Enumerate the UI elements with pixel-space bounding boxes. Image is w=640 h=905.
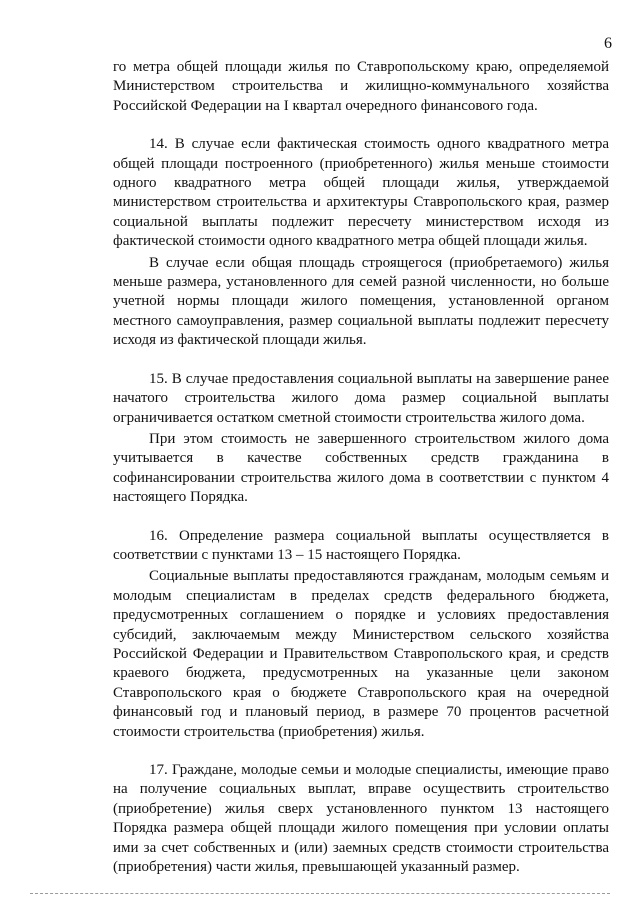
paragraph-continuation: го метра общей площади жилья по Ставропольскому краю, определяемой Министерством строительства и жилищно-коммунального хозяйства Российской Федерации на I квартал очередного финансового года.	[113, 59, 609, 114]
paragraph-item-14: 14. В случае если фактическая стоимость одного квадратного метра общей площади построенного (приобретенного) жилья меньше стоимости одного квадратного метра общей площади жилья, утверждаемой министерством строительства и архитектуры Ставропольского края, размер социальной выплаты подлежит пересчету министерством исходя из фактической стоимости одного квадратного метра общей площади жилья.	[113, 136, 609, 250]
bottom-divider	[30, 893, 610, 894]
paragraph-item-15-cost: При этом стоимость не завершенного строительством жилого дома учитывается в качестве собственных средств гражданина в софинансировании строительства жилого дома в соответствии с пунктом 4 настоящего Порядка.	[113, 430, 609, 506]
paragraph-item-16: 16. Определение размера социальной выплаты осуществляется в соответствии с пунктами 13 – 15 настоящего Порядка.	[113, 527, 609, 563]
paragraph-item-17: 17. Граждане, молодые семьи и молодые специалисты, имеющие право на получение социальных выплат, вправе осуществить строительство (приобретение) жилья сверх установленного пунктом 13 настоящего Порядка размера общей площади жилого помещения при условии оплаты ими за счет собственных и (или) заемных средств стоимости строительства (приобретения) части жилья, превышающей указанный размер.	[113, 762, 609, 876]
paragraph-item-15: 15. В случае предоставления социальной выплаты на завершение ранее начатого строительства жилого дома размер социальной выплаты ограничивается остатком сметной стоимости строительства жилого дома.	[113, 370, 609, 426]
paragraph-item-16-funding: Социальные выплаты предоставляются гражданам, молодым семьям и молодым специалистам в пределах средств федерального бюджета, предусмотренных соглашением о порядке и условиях предоставления субсидий, заключаемым между Министерством сельского хозяйства Российской Федерации и Правительством Ставропольского края, и средств краевого бюджета, предусмотренных на указанные цели законом Ставропольского края о бюджете Ставропольского края на очередной финансовый год и плановый период, в размере 70 процентов расчетной стоимости строительства (приобретения) жилья.	[113, 568, 609, 740]
paragraph-item-14-area: В случае если общая площадь строящегося (приобретаемого) жилья меньше размера, установленного для семей разной численности, но больше учетной нормы площади жилого помещения, установленной органом местного самоуправления, размер социальной выплаты подлежит пересчету исходя из фактической площади жилья.	[113, 254, 609, 349]
page-number: 6	[604, 35, 612, 52]
document-body	[113, 58, 609, 877]
